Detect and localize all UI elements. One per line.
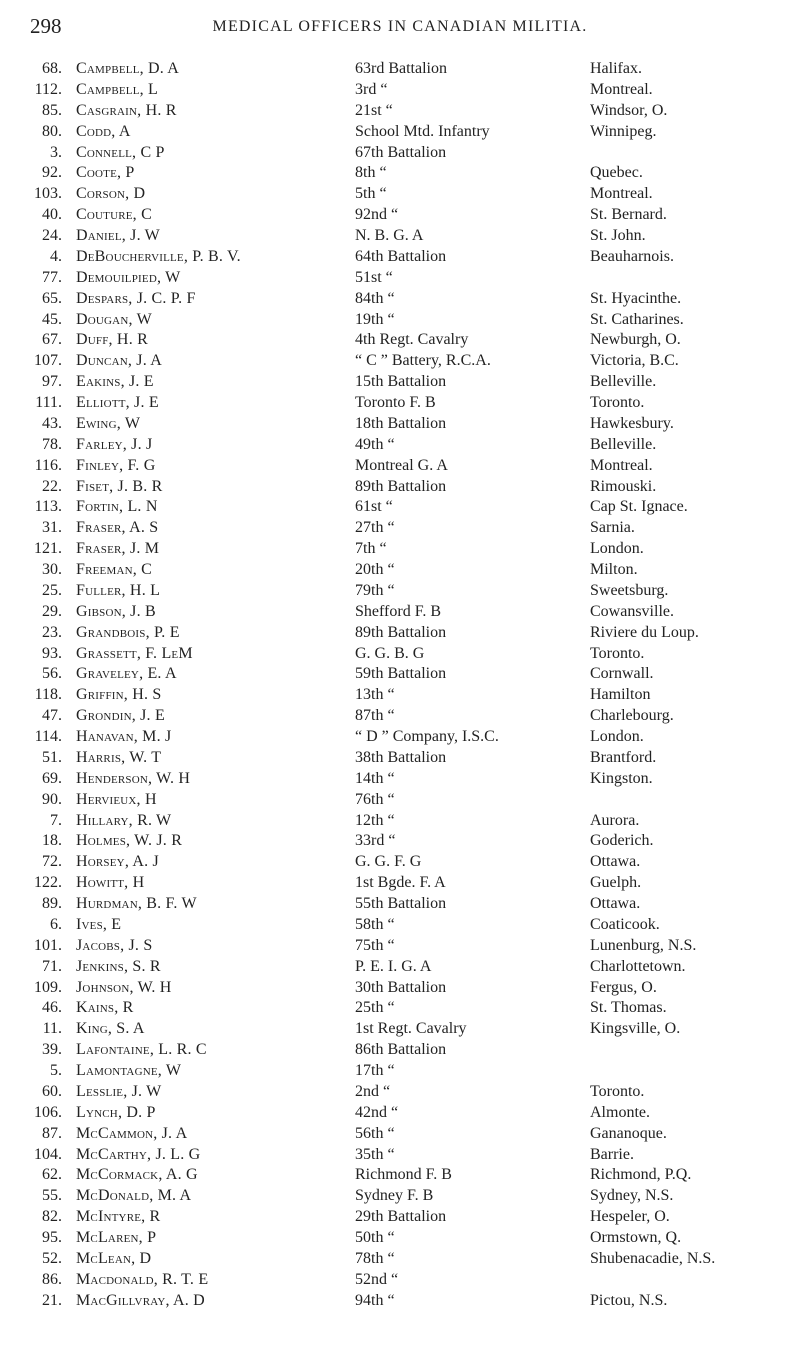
unit-name: 89th Battalion [355,623,447,641]
officer-name: Dougan, W [76,310,152,328]
entry-number: 68. [42,60,62,77]
location-name: Charlottetown. [590,957,686,975]
location-name: Cap St. Ignace. [590,498,688,516]
officer-name: Duncan, J. A [76,352,162,370]
entry-number: 56. [42,665,62,683]
officer-name: Hurdman, B. F. W [76,895,197,912]
officer-name: Duff, H. R [76,331,148,349]
location-name: London. [590,728,644,745]
officer-name: Johnson, W. H [76,978,172,996]
entry-number: 104. [34,1145,62,1163]
list-item [0,644,800,665]
officer-name: MacGillvray, A. D [76,1291,205,1309]
location-name: Richmond, P.Q. [590,1166,692,1184]
location-name: Riviere du Loup. [590,623,699,641]
entry-number: 69. [42,769,62,787]
list-item [0,623,800,644]
officer-name: Grandbois, P. E [76,623,180,641]
officer-name: Lynch, D. P [76,1103,156,1121]
officer-name: McIntyre, R [76,1208,161,1226]
list-item [0,1228,800,1249]
list-item [0,664,800,685]
entry-number: 52. [42,1249,62,1267]
location-name: Belleville. [590,373,657,391]
list-item [0,184,800,205]
entry-number: 103. [34,185,62,203]
entry-number: 89. [42,895,62,912]
officer-name: Gibson, J. B [76,602,156,620]
unit-name: 86th Battalion [355,1041,447,1059]
entry-number: 86. [42,1270,62,1288]
entry-number: 101. [34,936,62,954]
entry-number: 43. [42,414,62,432]
list-item [0,978,800,999]
unit-name: 21st “ [355,101,393,119]
location-name: Sarnia. [590,519,635,537]
officer-name: Couture, C [76,206,152,224]
unit-name: 50th “ [355,1229,395,1246]
list-item [0,894,800,915]
unit-name: 25th “ [355,999,395,1017]
officer-name: Eakins, J. E [76,373,154,391]
entry-number: 25. [42,581,62,599]
officer-name: King, S. A [76,1020,145,1038]
entry-number: 72. [42,853,62,871]
entry-number: 92. [42,164,62,182]
list-item [0,685,800,706]
list-item [0,330,800,351]
unit-name: School Mtd. Infantry [355,122,490,140]
entry-number: 107. [34,352,62,370]
unit-name: 19th “ [355,310,395,328]
running-title: MEDICAL OFFICERS IN CANADIAN MILITIA. [212,18,588,35]
officer-name: Finley, F. G [76,456,156,474]
list-item [0,852,800,873]
entry-number: 40. [42,206,62,224]
officer-name: Hervieux, H [76,790,157,808]
officer-name: Hanavan, M. J [76,728,172,745]
entry-number: 51. [42,748,62,766]
list-item [0,268,800,289]
officer-name: Lamontagne, W [76,1062,182,1079]
entry-number: 60. [42,1082,62,1100]
entry-number: 4. [50,247,62,265]
list-item [0,998,800,1019]
location-name: Winnipeg. [590,122,657,140]
list-item [0,1270,800,1291]
officer-name: Campbell, D. A [76,60,180,77]
unit-name: 17th “ [355,1062,395,1079]
entry-number: 122. [34,874,62,892]
officer-name: Fortin, L. N [76,498,158,516]
unit-name: “ D ” Company, I.S.C. [355,728,499,745]
location-name: Kingston. [590,769,653,787]
unit-name: 76th “ [355,790,395,808]
location-name: Belleville. [590,435,657,453]
officer-name: Ives, E [76,915,122,933]
location-name: Montreal. [590,185,653,203]
officer-name: Lesslie, J. W [76,1082,162,1100]
unit-name: 92nd “ [355,206,399,224]
location-name: Sweetsburg. [590,581,669,599]
entry-number: 30. [42,561,62,578]
list-item [0,915,800,936]
list-item [0,706,800,727]
location-name: Montreal. [590,456,653,474]
unit-name: 29th Battalion [355,1208,447,1226]
list-item [0,581,800,602]
unit-name: 94th “ [355,1291,395,1309]
list-item [0,1103,800,1124]
location-name: St. Bernard. [590,206,667,224]
officer-name: Demouilpied, W [76,268,181,286]
list-item [0,539,800,560]
officer-name: Connell, C P [76,143,165,161]
location-name: Rimouski. [590,477,657,495]
entry-number: 23. [42,623,62,641]
location-name: Sydney, N.S. [590,1187,674,1205]
entry-number: 46. [42,999,62,1017]
unit-name: 84th “ [355,289,395,307]
unit-name: 35th “ [355,1145,395,1163]
list-item [0,163,800,184]
officer-name: Fraser, J. M [76,540,160,558]
unit-name: 5th “ [355,185,387,203]
location-name: Kingsville, O. [590,1020,681,1038]
officer-name: Lafontaine, L. R. C [76,1041,207,1059]
unit-name: 42nd “ [355,1103,399,1121]
list-item [0,497,800,518]
list-item [0,456,800,477]
unit-name: Montreal G. A [355,456,448,474]
entry-number: 6. [50,915,62,933]
entry-number: 95. [42,1229,62,1246]
list-item [0,727,800,748]
unit-name: 1st Regt. Cavalry [355,1020,467,1038]
unit-name: 27th “ [355,519,395,537]
unit-name: 20th “ [355,561,395,578]
list-item [0,1082,800,1103]
unit-name: 63rd Battalion [355,60,447,77]
list-item [0,351,800,372]
list-item [0,372,800,393]
officer-name: Kains, R [76,999,134,1017]
entry-number: 121. [34,540,62,558]
unit-name: 33rd “ [355,832,396,850]
location-name: Toronto. [590,394,645,411]
officer-name: Horsey, A. J [76,853,159,871]
unit-name: 55th Battalion [355,895,447,912]
location-name: Almonte. [590,1103,650,1121]
list-item [0,143,800,164]
location-name: Halifax. [590,60,642,77]
entry-number: 114. [34,728,62,745]
entry-number: 18. [42,832,62,850]
unit-name: 30th Battalion [355,978,447,996]
entry-number: 82. [42,1208,62,1226]
unit-name: Sydney F. B [355,1187,434,1205]
officer-name: McLaren, P [76,1229,157,1246]
location-name: Fergus, O. [590,978,657,996]
list-item [0,122,800,143]
list-item [0,205,800,226]
list-item [0,226,800,247]
list-item [0,1249,800,1270]
page-header [0,12,800,40]
location-name: Toronto. [590,644,645,662]
entry-number: 7. [50,811,62,829]
location-name: Cornwall. [590,665,654,683]
entry-number: 106. [34,1103,62,1121]
entry-number: 24. [42,227,62,244]
entry-number: 55. [42,1187,62,1205]
location-name: Newburgh, O. [590,331,681,349]
location-name: Shubenacadie, N.S. [590,1249,716,1267]
location-name: Quebec. [590,164,643,182]
unit-name: 78th “ [355,1249,395,1267]
location-name: St. Catharines. [590,310,684,328]
list-item [0,59,800,80]
location-name: Milton. [590,561,638,578]
entry-number: 111. [35,394,62,411]
list-item [0,957,800,978]
officer-name: Freeman, C [76,561,153,578]
officer-name: Farley, J. J [76,435,153,453]
location-name: London. [590,540,644,558]
unit-name: “ C ” Battery, R.C.A. [355,352,491,370]
location-name: Ottawa. [590,853,641,871]
list-item [0,1061,800,1082]
unit-name: 12th “ [355,811,395,829]
officer-name: Fuller, H. L [76,581,161,599]
entry-number: 93. [42,644,62,662]
list-item [0,1207,800,1228]
unit-name: Richmond F. B [355,1166,452,1184]
location-name: Barrie. [590,1145,634,1163]
officer-name: Elliott, J. E [76,394,159,411]
location-name: Lunenburg, N.S. [590,936,697,954]
location-name: Ormstown, Q. [590,1229,682,1246]
unit-name: 87th “ [355,707,395,725]
location-name: Gananoque. [590,1124,667,1142]
officer-name: Coote, P [76,164,135,182]
unit-name: P. E. I. G. A [355,957,432,975]
list-item [0,811,800,832]
location-name: Goderich. [590,832,654,850]
list-item [0,1019,800,1040]
list-item [0,1145,800,1166]
list-item [0,1040,800,1061]
officer-name: Despars, J. C. P. F [76,289,196,307]
list-item [0,936,800,957]
unit-name: G. G. F. G [355,853,422,871]
entry-number: 31. [42,519,62,537]
officer-name: Casgrain, H. R [76,101,177,119]
entry-number: 21. [42,1291,62,1309]
location-name: Hamilton [590,686,651,704]
entry-number: 22. [42,477,62,495]
location-name: Montreal. [590,80,653,98]
location-name: Victoria, B.C. [590,352,679,370]
unit-name: 52nd “ [355,1270,399,1288]
unit-name: 8th “ [355,164,387,182]
unit-name: 61st “ [355,498,393,516]
unit-name: Shefford F. B [355,602,441,620]
list-item [0,748,800,769]
officer-name: Jacobs, J. S [76,936,153,954]
unit-name: 14th “ [355,769,395,787]
officer-name: Corson, D [76,185,146,203]
unit-name: 18th Battalion [355,414,447,432]
location-name: Toronto. [590,1082,645,1100]
entry-number: 112. [34,80,62,98]
unit-name: 64th Battalion [355,247,447,265]
location-name: St. John. [590,227,646,244]
entry-number: 67. [42,331,62,349]
location-name: Hawkesbury. [590,414,674,432]
entry-number: 11. [42,1020,62,1038]
unit-name: G. G. B. G [355,644,425,662]
entry-number: 47. [42,707,62,725]
officer-name: Campbell, L [76,80,158,98]
unit-name: N. B. G. A [355,227,424,244]
location-name: Windsor, O. [590,101,668,119]
unit-name: Toronto F. B [355,394,436,411]
officer-name: Fraser, A. S [76,519,159,537]
unit-name: 7th “ [355,540,387,558]
location-name: St. Hyacinthe. [590,289,682,307]
entry-number: 71. [42,957,62,975]
officer-name: DeBoucherville, P. B. V. [76,247,241,265]
unit-name: 59th Battalion [355,665,447,683]
location-name: St. Thomas. [590,999,667,1017]
entry-number: 5. [50,1062,62,1079]
unit-name: 2nd “ [355,1082,391,1100]
entry-number: 29. [42,602,62,620]
list-item [0,873,800,894]
list-item [0,831,800,852]
entry-number: 65. [42,289,62,307]
location-name: Cowansville. [590,602,674,620]
location-name: Pictou, N.S. [590,1291,668,1309]
unit-name: 79th “ [355,581,395,599]
entry-number: 109. [34,978,62,996]
unit-name: 49th “ [355,435,395,453]
location-name: Coaticook. [590,915,660,933]
officer-name: Hillary, R. W [76,811,172,829]
unit-name: 3rd “ [355,80,388,98]
unit-name: 56th “ [355,1124,395,1142]
entry-number: 39. [42,1041,62,1059]
unit-name: 58th “ [355,915,395,933]
officer-name: Grassett, F. LeM [76,644,193,662]
list-item [0,560,800,581]
unit-name: 89th Battalion [355,477,447,495]
list-item [0,247,800,268]
entry-number: 113. [34,498,62,516]
officer-name: Jenkins, S. R [76,957,161,975]
list-item [0,80,800,101]
officer-name: Grondin, J. E [76,707,165,725]
list-item [0,1291,800,1312]
list-item [0,414,800,435]
entry-number: 118. [34,686,62,704]
list-item [0,310,800,331]
officer-name: Graveley, E. A [76,665,177,683]
entry-number: 97. [42,373,62,391]
list-item [0,289,800,310]
unit-name: 15th Battalion [355,373,447,391]
list-item [0,790,800,811]
officer-name: Codd, A [76,122,131,140]
entry-number: 90. [42,790,62,808]
officer-name: Howitt, H [76,874,145,892]
entry-number: 85. [42,101,62,119]
officer-name: Fiset, J. B. R [76,477,163,495]
entry-number: 87. [42,1124,62,1142]
location-name: Charlebourg. [590,707,674,725]
officer-name: Daniel, J. W [76,227,160,244]
list-item [0,1124,800,1145]
entry-number: 45. [42,310,62,328]
unit-name: 4th Regt. Cavalry [355,331,469,349]
officer-name: Macdonald, R. T. E [76,1270,209,1288]
officer-list [0,59,800,1312]
list-item [0,1186,800,1207]
entry-number: 62. [42,1166,62,1184]
entry-number: 78. [42,435,62,453]
list-item [0,101,800,122]
list-item [0,518,800,539]
entry-number: 3. [50,143,62,161]
unit-name: 51st “ [355,268,393,286]
officer-name: Griffin, H. S [76,686,162,704]
entry-number: 116. [34,456,62,474]
officer-name: Henderson, W. H [76,769,191,787]
officer-name: Ewing, W [76,414,141,432]
location-name: Guelph. [590,874,642,892]
officer-name: Harris, W. T [76,748,162,766]
officer-name: McCammon, J. A [76,1124,188,1142]
unit-name: 1st Bgde. F. A [355,874,446,892]
officer-name: McDonald, M. A [76,1187,192,1205]
unit-name: 75th “ [355,936,395,954]
list-item [0,1165,800,1186]
list-item [0,477,800,498]
page-number: 298 [30,14,62,38]
entry-number: 80. [42,122,62,140]
officer-name: McCarthy, J. L. G [76,1145,201,1163]
list-item [0,393,800,414]
officer-name: Holmes, W. J. R [76,832,183,850]
list-item [0,435,800,456]
entry-number: 77. [42,268,62,286]
officer-name: McCormack, A. G [76,1166,198,1184]
list-item [0,769,800,790]
location-name: Ottawa. [590,895,641,912]
officer-name: McLean, D [76,1249,152,1267]
unit-name: 13th “ [355,686,395,704]
location-name: Brantford. [590,748,657,766]
location-name: Aurora. [590,811,640,829]
unit-name: 38th Battalion [355,748,447,766]
location-name: Hespeler, O. [590,1208,670,1226]
list-item [0,602,800,623]
unit-name: 67th Battalion [355,143,447,161]
location-name: Beauharnois. [590,247,674,265]
